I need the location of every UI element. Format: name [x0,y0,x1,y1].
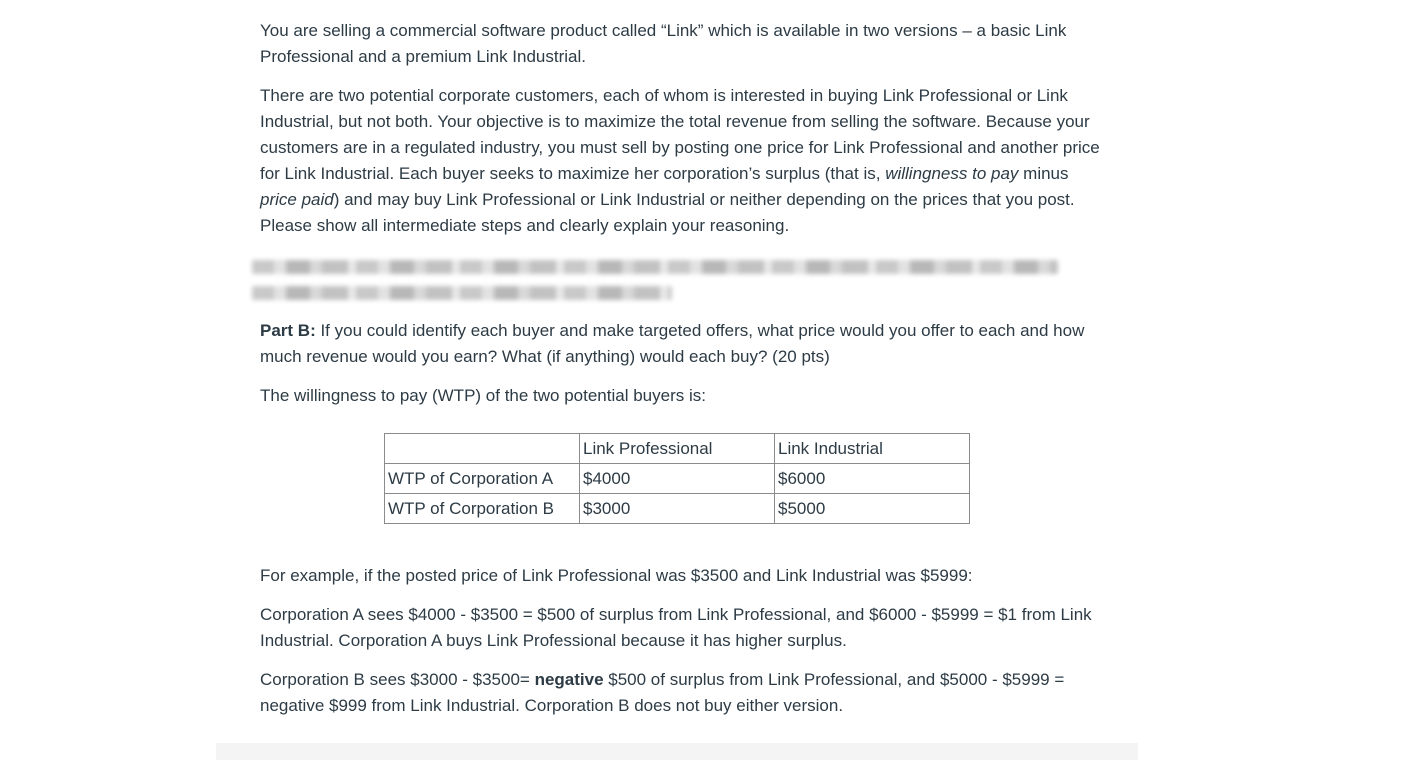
table-cell: WTP of Corporation A [385,464,580,494]
table-header-cell [385,434,580,464]
redacted-line-1 [252,260,1058,274]
example-paragraph-1: For example, if the posted price of Link Professional was $3500 and Link Industrial was $5999: [260,566,973,585]
part-b-question [260,318,1100,370]
table-cell: $6000 [775,464,970,494]
intro-emphasis-wtp: willingness to pay [885,164,1019,183]
part-b-question-text: If you could identify each buyer and make targeted offers, what price would you offer to each and how much revenue would you earn? What (if anything) would each buy? (20 pts) [260,321,1085,366]
table-cell: $5000 [775,494,970,524]
redacted-text-block [252,254,1058,304]
example-paragraph-3 [260,667,1100,719]
example-section [260,563,1100,732]
example-bold-negative: negative [534,670,604,689]
table-cell: $3000 [580,494,775,524]
table-header-cell: Link Industrial [775,434,970,464]
intro-paragraph-2 [260,83,1100,239]
example-paragraph-2: Corporation A sees $4000 - $3500 = $500 of surplus from Link Professional, and $6000 - $5999 = $1 from Link Industrial. Corporation A buys Link Professional because it has higher surplus. [260,605,1092,650]
wtp-intro: The willingness to pay (WTP) of the two potential buyers is: [260,386,706,405]
redacted-line-2 [252,286,672,300]
table-row [385,464,970,494]
example-text-b: $500 of surplus from Link Professional, and $5000 - $5999 = negative $999 from Link Industrial. Corporation B does not buy either version. [260,670,1065,715]
intro-text-c: ) and may buy Link Professional or Link Industrial or neither depending on the prices that you post. Please show all intermediate steps and clearly explain your reasoning. [260,190,1075,235]
table-cell: WTP of Corporation B [385,494,580,524]
intro-paragraph-1: You are selling a commercial software product called “Link” which is available in two versions – a basic Link Professional and a premium Link Industrial. [260,21,1067,66]
wtp-table [384,433,970,524]
part-b-label: Part B: [260,321,316,340]
intro-text-b: minus [1018,164,1069,183]
part-b-section [260,318,1100,422]
intro-emphasis-price-paid: price paid [260,190,334,209]
problem-intro [260,18,1100,252]
table-cell: $4000 [580,464,775,494]
footer-bar [216,743,1138,760]
example-text-a: Corporation B sees $3000 - $3500= [260,670,535,689]
table-header-row [385,434,970,464]
table-header-cell: Link Professional [580,434,775,464]
table-row [385,494,970,524]
intro-text-a: There are two potential corporate customers, each of whom is interested in buying Link Professional or Link Industrial, but not both. Your objective is to maximize the total revenue from selling the software. Because your customers are in a regulated industry, you must sell by posting one price for Link Professional and another price for Link Industrial. Each buyer seeks to maximize her corporation’s surplus (that is, [260,86,1100,183]
